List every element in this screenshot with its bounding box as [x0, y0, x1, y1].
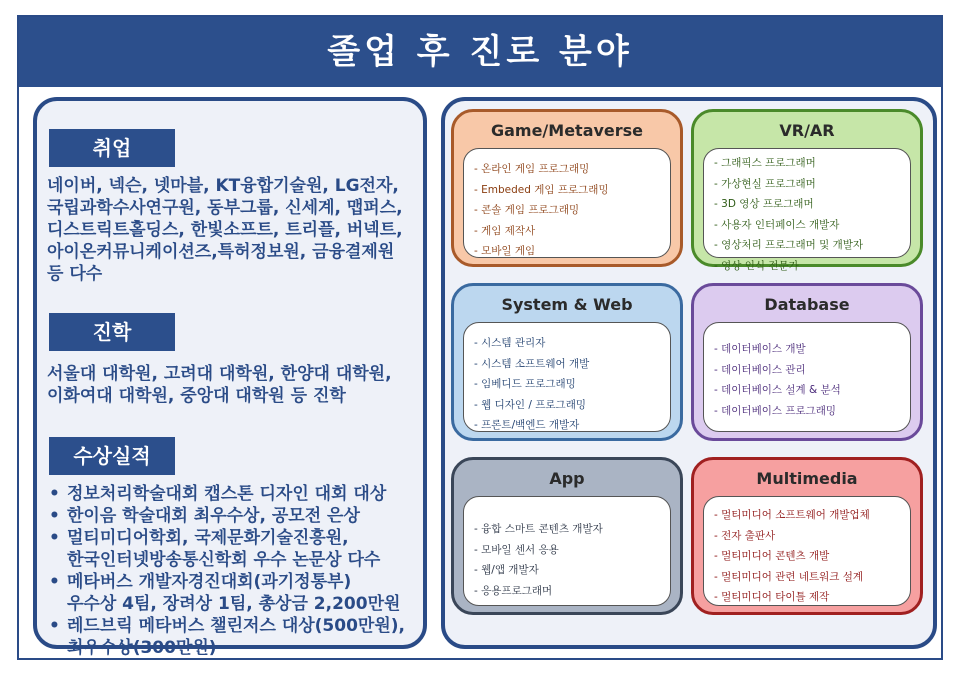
- award-item: • 레드브릭 메타버스 챌린저스 대상(500만원),: [47, 615, 419, 637]
- award-item-continued: 최우수상(300만원): [67, 638, 217, 658]
- category-item: - 멀티미디어 타이틀 제작: [714, 587, 902, 608]
- category-items-box: [703, 148, 911, 272]
- employment-line: 디스트릭트홀딩스, 한빛소프트, 트리플, 버넥트,: [47, 220, 403, 240]
- category-items-box: [463, 496, 671, 606]
- category-item: - 응용프로그래머: [474, 581, 662, 602]
- employment-line: 아이온커뮤니케이션즈,특허정보원, 금융결제원: [47, 242, 395, 262]
- category-item: - 사용자 인터페이스 개발자: [714, 215, 902, 236]
- category-item: - 영상처리 프로그래머 및 개발자: [714, 235, 902, 256]
- category-item: - 융합 스마트 콘텐츠 개발자: [474, 519, 662, 540]
- category-vr-ar: [691, 109, 923, 272]
- employment-label: 취업: [49, 129, 175, 167]
- category-items-box: [703, 496, 911, 606]
- employment-text: [47, 175, 419, 285]
- category-item: - 프론트/백엔드 개발자: [474, 415, 662, 436]
- category-title: App: [549, 469, 585, 488]
- category-item: - 데이터베이스 개발: [714, 339, 902, 360]
- category-item: - 게임 제작사: [474, 221, 662, 242]
- employment-line: 네이버, 넥슨, 넷마블, KT융합기술원, LG전자,: [47, 176, 399, 196]
- award-item: • 한이음 학술대회 최우수상, 공모전 은상: [47, 505, 419, 527]
- award-item-continued: 우수상 4팀, 장려상 1팀, 총상금 2,200만원: [67, 594, 401, 614]
- category-item: - 멀티미디어 콘텐츠 개발: [714, 546, 902, 567]
- category-item: - 웹/앱 개발자: [474, 560, 662, 581]
- category-item: - 데이터베이스 설계 & 분석: [714, 380, 902, 401]
- category-item: - 시스템 소프트웨어 개발: [474, 354, 662, 375]
- category-items-box: [463, 148, 671, 258]
- category-system-web: [451, 283, 683, 441]
- category-item: - 멀티미디어 소프트웨어 개발업체: [714, 505, 902, 526]
- category-title: Multimedia: [756, 469, 858, 488]
- category-item: - 3D 영상 프로그래머: [714, 194, 902, 215]
- award-item: • 정보처리학술대회 캡스톤 디자인 대회 대상: [47, 483, 419, 505]
- category-item: - 전자 출판사: [714, 526, 902, 547]
- right-panel: [441, 97, 937, 649]
- page-title: 졸업 후 진로 분야: [19, 17, 941, 87]
- category-game-metaverse: [451, 109, 683, 267]
- category-item: - 콘솔 게임 프로그래밍: [474, 200, 662, 221]
- category-item: - 임베디드 프로그래밍: [474, 374, 662, 395]
- category-items-box: [703, 322, 911, 432]
- category-app: [451, 457, 683, 615]
- employment-line: 국립과학수사연구원, 동부그룹, 신세계, 맵퍼스,: [47, 198, 403, 218]
- category-item: - Embeded 게임 프로그래밍: [474, 180, 662, 201]
- graduate-line: 서울대 대학원, 고려대 대학원, 한양대 대학원,: [47, 364, 392, 384]
- left-panel: [33, 97, 427, 658]
- category-item: - 시스템 관리자: [474, 333, 662, 354]
- category-item: - 웹 디자인 / 프로그래밍: [474, 395, 662, 416]
- graduate-label: 진학: [49, 313, 175, 351]
- category-item: - 모바일 센서 응용: [474, 540, 662, 561]
- category-title: Game/Metaverse: [490, 121, 644, 140]
- graduate-text: [47, 363, 419, 407]
- category-multimedia: [691, 457, 923, 615]
- award-item-continued: 한국인터넷방송통신학회 우수 논문상 다수: [67, 550, 381, 570]
- award-item: • 메타버스 개발자경진대회(과기정통부): [47, 571, 419, 593]
- category-item: - 모바일 게임: [474, 241, 662, 262]
- awards-text: [47, 483, 419, 659]
- poster-frame: [17, 15, 943, 660]
- graduate-line: 이화여대 대학원, 중앙대 대학원 등 진학: [47, 386, 346, 406]
- category-item: - 그래픽스 프로그래머: [714, 153, 902, 174]
- category-item: - 가상현실 프로그래머: [714, 174, 902, 195]
- category-title: Database: [764, 295, 850, 314]
- employment-line: 등 다수: [47, 264, 103, 284]
- category-item: - 데이터베이스 관리: [714, 360, 902, 381]
- category-item: - 영상 인식 전문가: [714, 256, 902, 277]
- category-title: VR/AR: [779, 121, 835, 140]
- category-item: - 온라인 게임 프로그래밍: [474, 159, 662, 180]
- award-item: • 멀티미디어학회, 국제문화기술진흥원,: [47, 527, 419, 549]
- category-items-box: [463, 322, 671, 432]
- category-title: System & Web: [501, 295, 633, 314]
- category-item: - 데이터베이스 프로그래밍: [714, 401, 902, 422]
- category-database: [691, 283, 923, 441]
- awards-label: 수상실적: [49, 437, 175, 475]
- awards-list: [47, 483, 419, 659]
- category-item: - 멀티미디어 관련 네트워크 설계: [714, 567, 902, 588]
